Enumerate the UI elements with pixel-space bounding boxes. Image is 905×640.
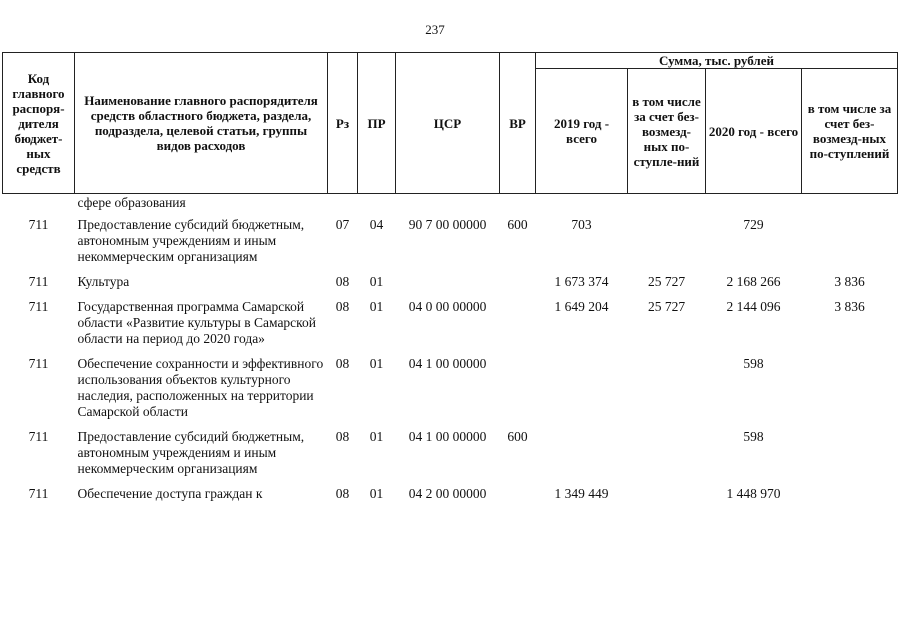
cell-pr: 01: [369, 429, 384, 444]
cell-pr: 01: [369, 274, 384, 289]
header-vr: ВР: [500, 53, 536, 194]
table-body: [3, 194, 898, 506]
cell-name: Культура: [77, 274, 130, 289]
cell-rz: 07: [335, 217, 350, 232]
cell-2019-free: 25 727: [647, 299, 686, 314]
cell-name: Предоставление субсидий бюджетным, автономным учреждениям и иным некоммерческим организациям: [77, 429, 305, 476]
cell-2020-total: 598: [743, 356, 764, 371]
cell-2019-free: [628, 211, 706, 268]
header-code: Код главного распоря-дителя бюджет-ных средств: [3, 53, 75, 194]
cell-2020-total: 1 448 970: [726, 486, 781, 501]
cell-2019-total: 1 673 374: [554, 274, 609, 289]
cell-vr: [500, 293, 536, 350]
table-row: [3, 268, 898, 293]
cell-vr: [500, 350, 536, 423]
cell-csr: 04 0 00 00000: [408, 299, 487, 314]
header-sum: Сумма, тыс. рублей: [536, 53, 898, 69]
cell-rz: 08: [335, 299, 350, 314]
table-row: [3, 293, 898, 350]
cell-pr: 01: [369, 356, 384, 371]
cell-code: 711: [28, 299, 49, 314]
cell-rz: 08: [335, 274, 350, 289]
cell-pr: 04: [369, 217, 384, 232]
cell-rz: 08: [335, 486, 350, 501]
cell-name: Обеспечение сохранности и эффективного использования объектов культурного наследия, расположенных на территории Самарской области: [77, 356, 324, 419]
table-row: [3, 423, 898, 480]
cell-name: Обеспечение доступа граждан к: [77, 486, 263, 501]
cell-2020-total: 2 168 266: [726, 274, 781, 289]
header-2019-total: 2019 год - всего: [536, 69, 628, 194]
cell-2020-total: 2 144 096: [726, 299, 781, 314]
page-number: 237: [425, 22, 445, 37]
cell-2019-total: 1 349 449: [554, 486, 609, 501]
cell-2020-free: [802, 350, 898, 423]
cell-pr: 01: [369, 486, 384, 501]
cell-csr: 04 2 00 00000: [408, 486, 487, 501]
cell-2020-total: 729: [743, 217, 764, 232]
header-2019-free: в том числе за счет без-возмезд-ных по-ступле-ний: [628, 69, 706, 194]
header-rz: Рз: [328, 53, 358, 194]
continuation-text: сфере образования: [77, 195, 186, 210]
cell-2019-free: [628, 423, 706, 480]
cell-code: 711: [28, 356, 49, 371]
cell-2019-total: [536, 350, 628, 423]
cell-csr: 04 1 00 00000: [408, 429, 487, 444]
cell-2020-free: [802, 423, 898, 480]
cell-csr: 90 7 00 00000: [408, 217, 487, 232]
cell-code: 711: [28, 486, 49, 501]
header-2020-total: 2020 год - всего: [706, 69, 802, 194]
continuation-row: [3, 194, 898, 212]
header-pr: ПР: [358, 53, 396, 194]
header-2020-free: в том числе за счет без-возмезд-ных по-ступлений: [802, 69, 898, 194]
cell-2020-free: 3 836: [834, 299, 865, 314]
cell-2019-free: [628, 350, 706, 423]
cell-rz: 08: [335, 429, 350, 444]
cell-code: 711: [28, 217, 49, 232]
cell-vr: 600: [507, 429, 528, 444]
cell-vr: 600: [507, 217, 528, 232]
cell-code: 711: [28, 429, 49, 444]
cell-name: Государственная программа Самарской области «Развитие культуры в Самарской области на период до 2020 года»: [77, 299, 317, 346]
cell-2020-free: 3 836: [834, 274, 865, 289]
cell-csr: [396, 268, 500, 293]
cell-2019-total: 1 649 204: [554, 299, 609, 314]
cell-code: 711: [28, 274, 49, 289]
table-row: [3, 350, 898, 423]
cell-2019-free: 25 727: [647, 274, 686, 289]
header-name: Наименование главного распорядителя средств областного бюджета, раздела, подраздела, целевой статьи, группы видов расходов: [75, 53, 328, 194]
cell-2020-free: [802, 480, 898, 505]
table-row: [3, 480, 898, 505]
cell-2020-total: 598: [743, 429, 764, 444]
cell-name: Предоставление субсидий бюджетным, автономным учреждениям и иным некоммерческим организациям: [77, 217, 305, 264]
cell-vr: [500, 268, 536, 293]
cell-pr: 01: [369, 299, 384, 314]
cell-vr: [500, 480, 536, 505]
cell-2019-total: 703: [571, 217, 592, 232]
budget-table: [2, 52, 898, 505]
cell-rz: 08: [335, 356, 350, 371]
header-csr: ЦСР: [396, 53, 500, 194]
table-header: [3, 53, 898, 194]
cell-csr: 04 1 00 00000: [408, 356, 487, 371]
cell-2019-total: [536, 423, 628, 480]
cell-2019-free: [628, 480, 706, 505]
cell-2020-free: [802, 211, 898, 268]
table-row: [3, 211, 898, 268]
